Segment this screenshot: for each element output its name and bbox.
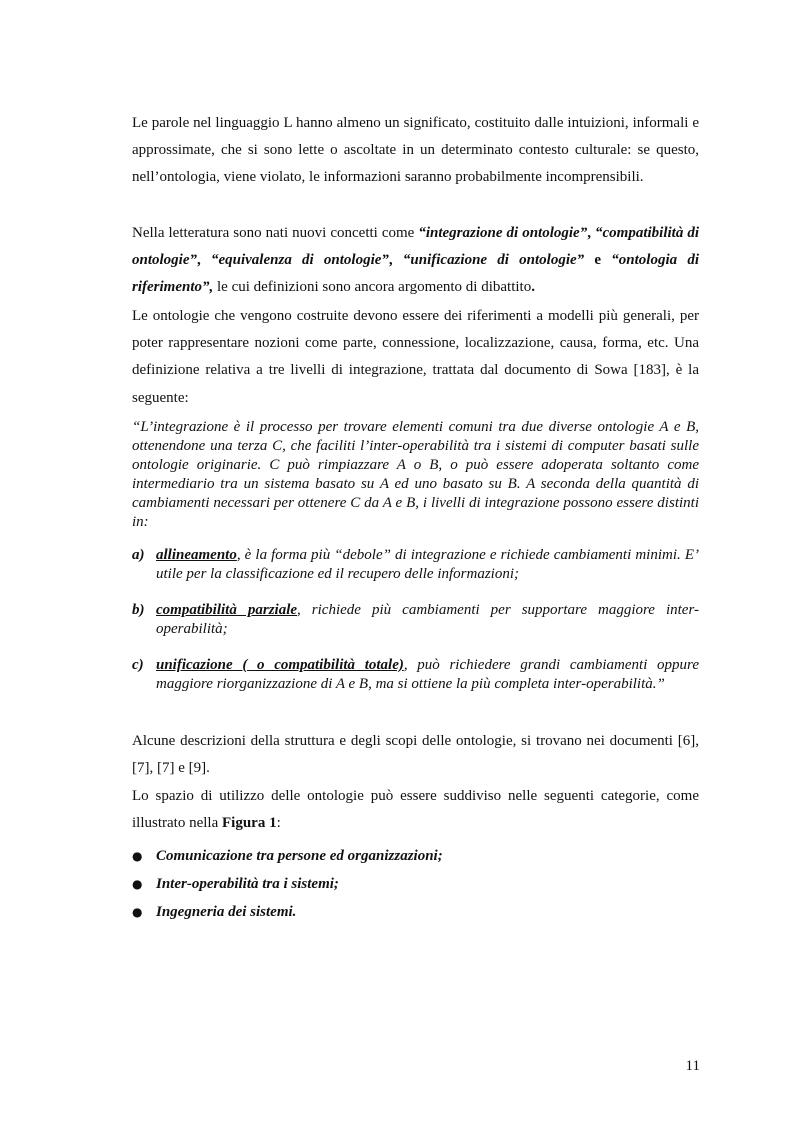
sentence-end: . [531, 279, 535, 296]
paragraph-text: le cui definizioni sono ancora argomento di dibattito [213, 279, 532, 296]
page-number: 11 [685, 1058, 700, 1074]
concept-term: “integrazione di ontologie” [418, 225, 588, 241]
paragraph-references [132, 303, 699, 412]
figure-reference: Figura 1 [221, 815, 277, 832]
concept-term: “ontologia di riferimento”, [132, 252, 699, 296]
quotation-block [132, 418, 699, 693]
item-marker: b) [132, 602, 145, 618]
item-marker: c) [132, 657, 144, 673]
separator: , [587, 225, 595, 241]
concept-term: “unificazione di ontologie” [402, 252, 585, 269]
bullet-icon: ● [132, 905, 143, 919]
item-term: unificazione ( o compatibilità totale) [156, 657, 404, 673]
integration-level-item [132, 656, 699, 694]
separator: , [197, 252, 211, 269]
paragraph-text: Le parole nel linguaggio L hanno almeno un significato, costituito dalle intuizioni, informali e approssimate, che si sono lette o ascoltate in un determinato contesto culturale: se questo, nell’ontologia, viene violato, le informazioni saranno probabilmente incomprensibili. [132, 115, 699, 186]
quotation-text: “L’integrazione è il processo per trovare elementi comuni tra due diverse ontologie A e B, ottenendone una terza C, che faciliti l’inter-operabilità tra i sistemi di computer basati sulle ontologie originarie. C può rimpiazzare A o B, o può essere adoperata soltanto come intermediario tra un sistema basato su A ed uno basato su B. A seconda della quantità di cambiamenti necessari per ottenere C da A e B, i livelli di integrazione possono essere distinti in: [132, 419, 699, 531]
paragraph-text: Alcune descrizioni della struttura e degli scopi delle ontologie, si trovano nei documenti [6], [7], [7] e [9]. [132, 733, 699, 777]
paragraph-text: Nella letteratura sono nati nuovi concetti come [132, 225, 419, 241]
list-item-text: Inter-operabilità tra i sistemi; [156, 876, 339, 892]
paragraph-text: Lo spazio di utilizzo delle ontologie può essere suddiviso nelle seguenti categorie, come illustrato nella [132, 788, 699, 832]
concept-term: “compatibilità di ontologie” [132, 225, 700, 269]
bullet-icon: ● [132, 849, 143, 863]
item-marker: a) [132, 547, 145, 563]
list-item-text: Comunicazione tra persone ed organizzazioni; [156, 848, 443, 864]
paragraph-categories [132, 783, 699, 837]
list-item-text: Ingegneria dei sistemi. [156, 904, 297, 920]
paragraph-concepts [132, 220, 699, 302]
category-list [132, 842, 699, 926]
separator: e [584, 252, 612, 269]
list-item [132, 870, 699, 898]
concept-term: “equivalenza di ontologie” [210, 252, 389, 269]
integration-level-item [132, 546, 699, 584]
item-description: , è la forma più “debole” di integrazione e richiede cambiamenti minimi. E’ utile per la classificazione ed il recupero delle informazioni; [156, 547, 699, 583]
item-description: , può richiedere grandi cambiamenti oppure maggiore riorganizzazione di A e B, ma si ottiene la più completa inter-operabilità.” [156, 657, 699, 693]
separator: , [388, 252, 403, 269]
bullet-icon: ● [132, 877, 143, 891]
item-description: , richiede più cambiamenti per supportare maggiore inter-operabilità; [156, 602, 699, 638]
paragraph-text: Le ontologie che vengono costruite devono essere dei riferimenti a modelli più generali, per poter rappresentare nozioni come parte, connessione, localizzazione, causa, forma, etc. Una definizione relativa a tre livelli di integrazione, trattata dal documento di Sowa [183], è la seguente: [132, 308, 699, 406]
integration-level-item [132, 601, 699, 639]
paragraph-text: : [276, 815, 281, 832]
list-item [132, 898, 699, 926]
paragraph-descriptions [132, 728, 699, 782]
list-item [132, 842, 699, 870]
paragraph-intro [132, 110, 699, 192]
item-term: compatibilità parziale [156, 602, 298, 618]
item-term: allineamento [156, 547, 237, 563]
